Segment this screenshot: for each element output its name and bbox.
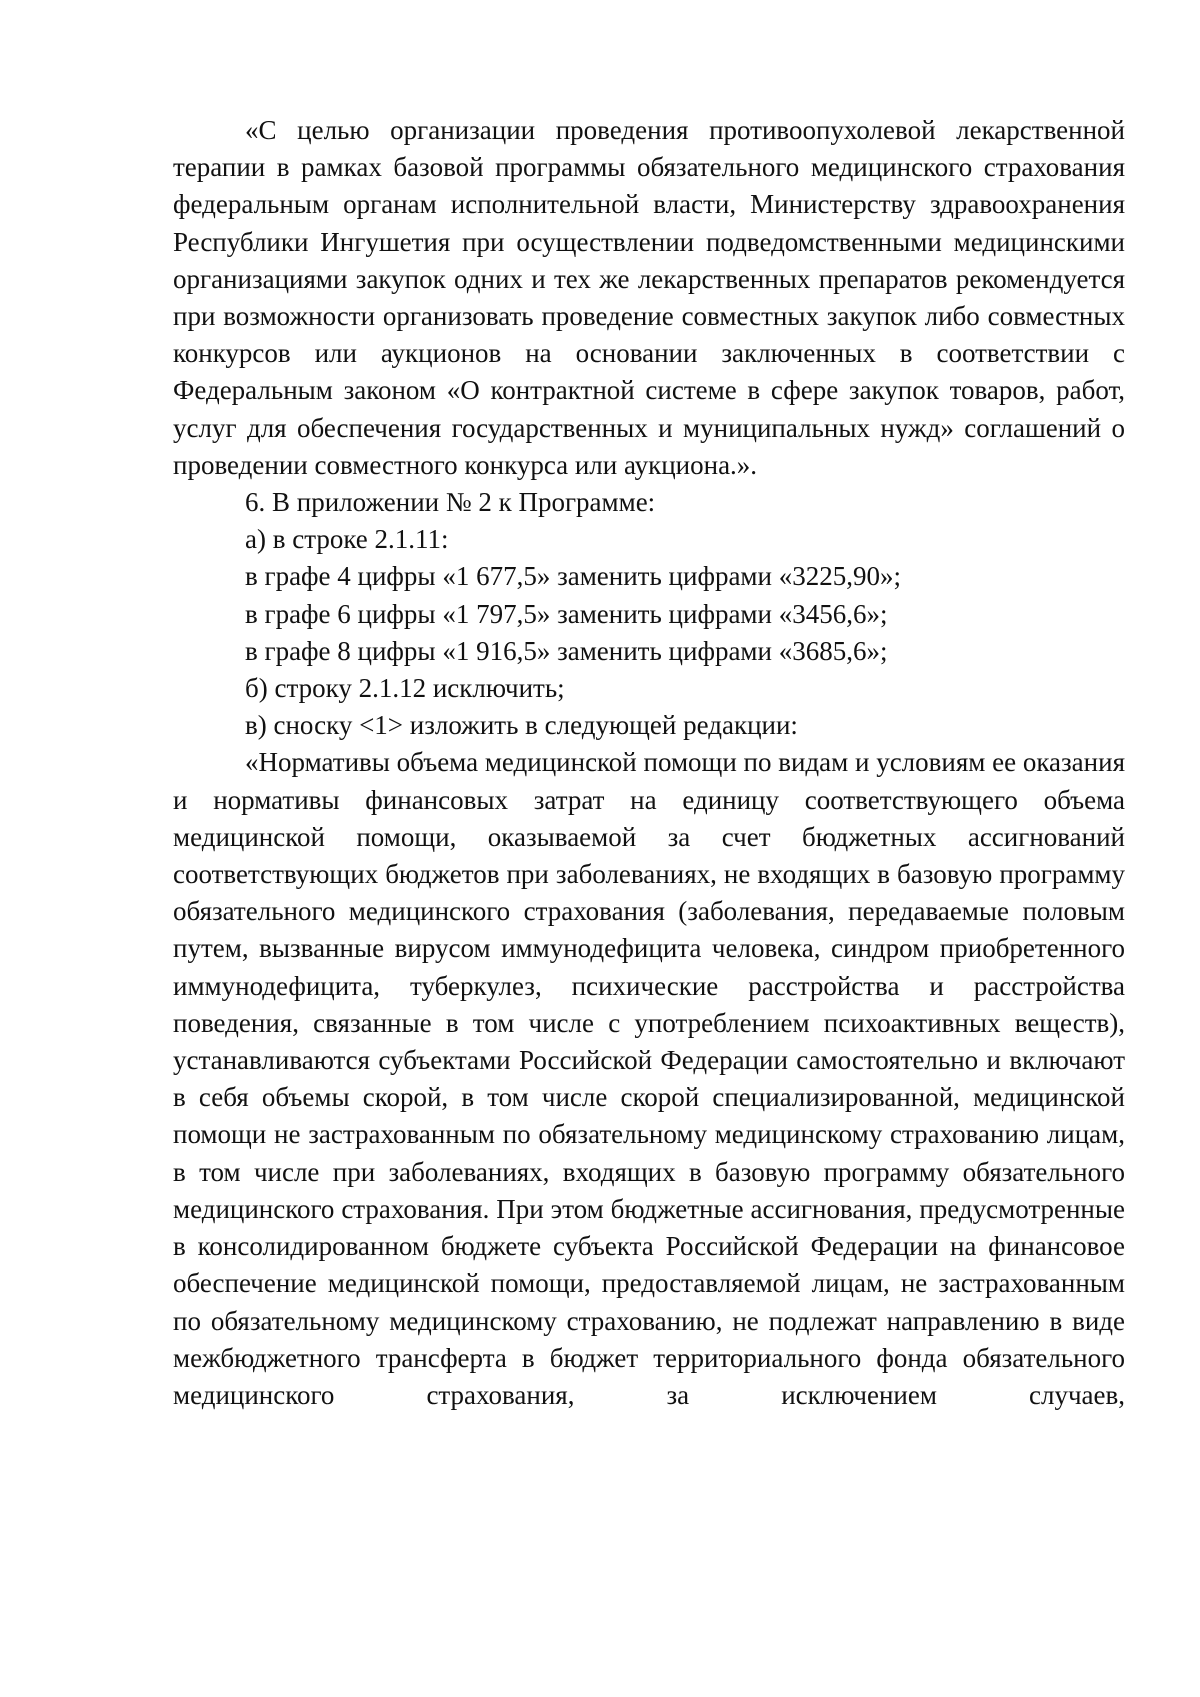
paragraph-item-6: 6. В приложении № 2 к Программе:	[245, 487, 656, 518]
paragraph-joint-procurement-recommendation: «С целью организации проведения противоопухолевой лекарственной терапии в рамках базовой программы обязательного медицинского страхования федеральным органам исполнительной власти, Министерству здравоохранения Республики Ингушетия при осуществлении подведомственными медицинскими организациями закупок одних и тех же лекарственных препаратов рекомендуется при возможности организовать проведение совместных закупок либо совместных конкурсов или аукционов на основании заключенных в соответствии с Федеральным законом «О контрактной системе в сфере закупок товаров, работ, услуг для обеспечения государственных и муниципальных нужд» соглашений о проведении совместного конкурса или аукциона.».	[173, 115, 1125, 480]
paragraph-subitem-b: б) строку 2.1.12 исключить;	[245, 673, 565, 704]
paragraph-subitem-a: а) в строке 2.1.11:	[245, 524, 449, 555]
paragraph-column-4: в графе 4 цифры «1 677,5» заменить цифрами «3225,90»;	[245, 561, 901, 592]
paragraph-column-6: в графе 6 цифры «1 797,5» заменить цифрами «3456,6»;	[245, 598, 888, 629]
paragraph-column-8: в графе 8 цифры «1 916,5» заменить цифрами «3685,6»;	[245, 635, 888, 666]
paragraph-footnote-1-text: «Нормативы объема медицинской помощи по видам и условиям ее оказания и нормативы финансовых затрат на единицу соответствующего объема медицинской помощи, оказываемой за счет бюджетных ассигнований соответствующих бюджетов при заболеваниях, не входящих в базовую программу обязательного медицинского страхования (заболевания, передаваемые половым путем, вызванные вирусом иммунодефицита человека, синдром приобретенного иммунодефицита, туберкулез, психические расстройства и расстройства поведения, связанные в том числе с употреблением психоактивных веществ), устанавливаются субъектами Российской Федерации самостоятельно и включают в себя объемы скорой, в том числе скорой специализированной, медицинской помощи не застрахованным по обязательному медицинскому страхованию лицам, в том числе при заболеваниях, входящих в базовую программу обязательного медицинского страхования. При этом бюджетные ассигнования, предусмотренные в консолидированном бюджете субъекта Российской Федерации на финансовое обеспечение медицинской помощи, предоставляемой лицам, не застрахованным по обязательному медицинскому страхованию, не подлежат направлению в виде межбюджетного трансферта в бюджет территориального фонда обязательного медицинского страхования, за исключением случаев,	[173, 747, 1125, 1410]
paragraph-subitem-v: в) сноску <1> изложить в следующей редакции:	[245, 710, 798, 741]
document-body	[173, 112, 1125, 1414]
